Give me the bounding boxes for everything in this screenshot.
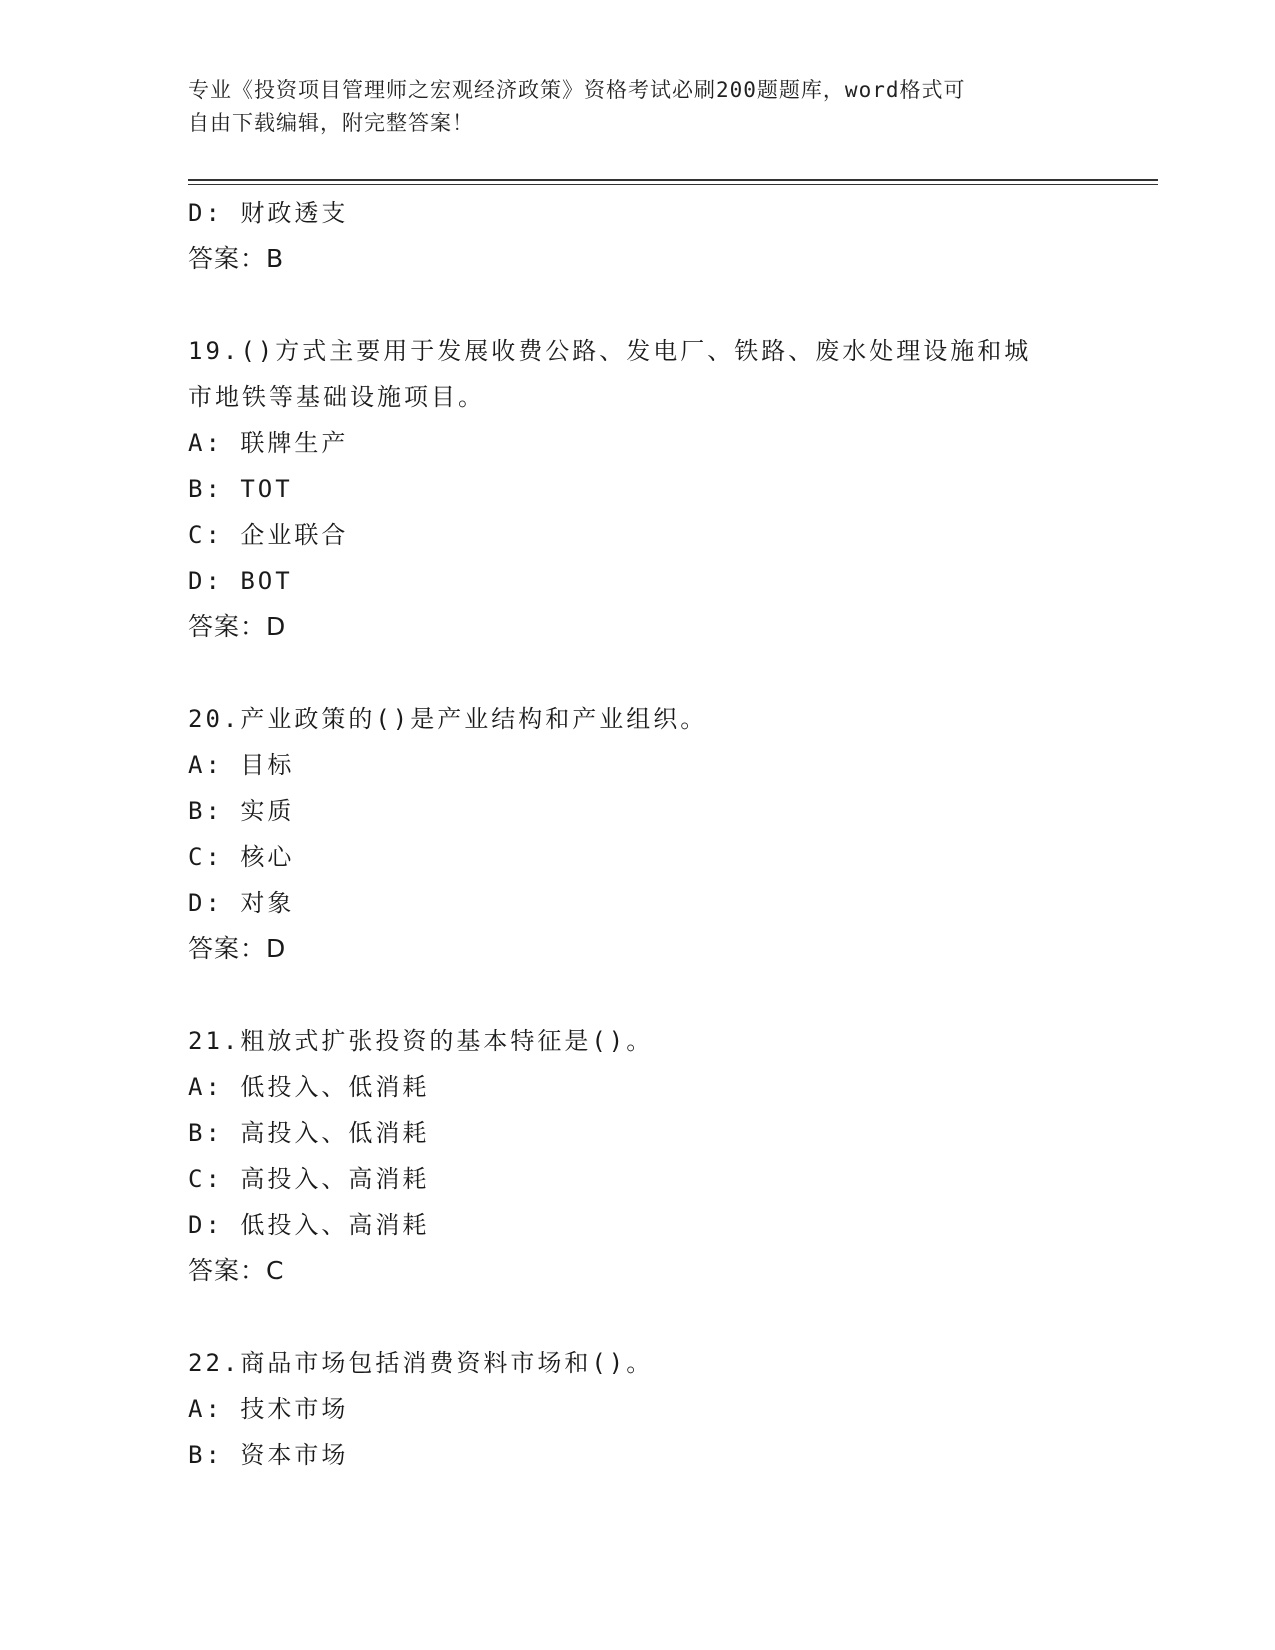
- answer: 答案：D: [188, 934, 287, 963]
- question-list: [188, 190, 1158, 1478]
- answer: 答案：C: [188, 1256, 285, 1285]
- header-line-1: 专业《投资项目管理师之宏观经济政策》资格考试必刷200题题库，word格式可: [188, 78, 966, 102]
- question-stem: 22.商品市场包括消费资料市场和()。: [188, 1349, 654, 1377]
- answer: 答案：D: [188, 612, 287, 641]
- spacer: [188, 972, 1158, 1018]
- option-d: D: 低投入、高消耗: [188, 1211, 430, 1239]
- option-a: A: 目标: [188, 751, 295, 779]
- option-c: C: 核心: [188, 843, 295, 871]
- question-21: [188, 1018, 1158, 1294]
- question-stem: 21.粗放式扩张投资的基本特征是()。: [188, 1027, 654, 1055]
- option-a: A: 联牌生产: [188, 429, 349, 457]
- option-a: A: 技术市场: [188, 1395, 349, 1423]
- option-c: C: 高投入、高消耗: [188, 1165, 430, 1193]
- option-b: B: 高投入、低消耗: [188, 1119, 430, 1147]
- question-stem: 19.()方式主要用于发展收费公路、发电厂、铁路、废水处理设施和城: [188, 337, 1032, 365]
- spacer: [188, 650, 1158, 696]
- option-b: B: TOT: [188, 475, 293, 503]
- question-19: [188, 328, 1158, 650]
- question-stem: 20.产业政策的()是产业结构和产业组织。: [188, 705, 708, 733]
- question-20: [188, 696, 1158, 972]
- document-header: [188, 74, 1068, 140]
- question-stem-continued: 市地铁等基础设施项目。: [188, 383, 485, 411]
- spacer: [188, 282, 1158, 328]
- option-c: C: 企业联合: [188, 521, 349, 549]
- option-d: D: 对象: [188, 889, 295, 917]
- header-rule: [188, 179, 1158, 185]
- option-d: D: 财政透支: [188, 199, 349, 227]
- option-b: B: 资本市场: [188, 1441, 349, 1469]
- option-a: A: 低投入、低消耗: [188, 1073, 430, 1101]
- question-22: [188, 1340, 1158, 1478]
- option-d: D: BOT: [188, 567, 293, 595]
- header-line-2: 自由下载编辑，附完整答案！: [188, 111, 474, 135]
- spacer: [188, 1294, 1158, 1340]
- option-b: B: 实质: [188, 797, 295, 825]
- answer: 答案：B: [188, 244, 285, 273]
